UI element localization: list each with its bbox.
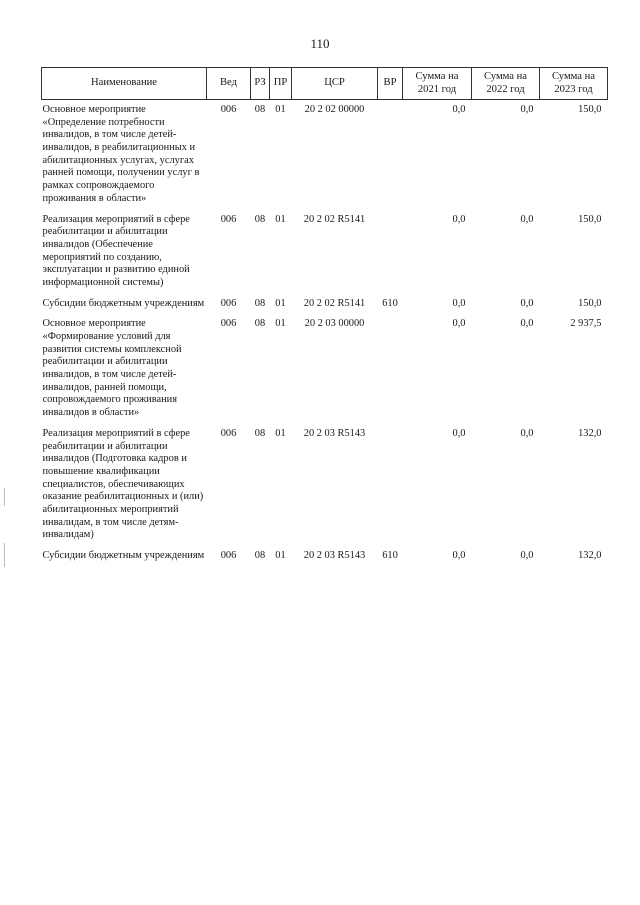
row-sum-2022: 0,0	[520, 550, 534, 561]
row-sum-2021: 0,0	[452, 550, 466, 561]
header-vr: ВР	[378, 68, 403, 100]
row-sum-2022: 0,0	[520, 297, 534, 309]
table-row	[42, 424, 608, 546]
row-sum-2023: 132,0	[578, 427, 602, 439]
row-vr	[378, 314, 403, 424]
row-sum-2022: 0,0	[520, 104, 534, 115]
row-rz: 08	[254, 318, 266, 330]
row-sum-2022: 0,0	[520, 427, 534, 439]
row-ved: 006	[220, 213, 237, 225]
row-ved: 006	[220, 297, 237, 309]
row-csr: 20 2 03 00000	[304, 318, 365, 330]
row-vr	[378, 424, 403, 546]
header-sum-2021: Сумма на 2021 год	[403, 68, 472, 100]
row-sum-2022: 0,0	[520, 318, 534, 330]
row-csr: 20 2 02 R5141	[303, 297, 366, 309]
row-sum-2023: 150,0	[578, 104, 602, 115]
row-sum-2022: 0,0	[520, 213, 534, 225]
row-rz: 08	[254, 297, 266, 309]
row-sum-2021: 0,0	[452, 427, 466, 439]
header-sum-2022: Сумма на 2022 год	[472, 68, 540, 100]
table-row	[42, 546, 608, 567]
row-sum-2023: 132,0	[578, 550, 602, 561]
table-row	[42, 314, 608, 424]
row-ved: 006	[220, 550, 237, 561]
row-pr: 01	[275, 550, 286, 561]
row-sum-2021: 0,0	[452, 297, 466, 309]
row-pr: 01	[275, 297, 286, 309]
row-name: Реализация мероприятий в сфере реабилитации и абилитации инвалидов (Обеспечение мероприятий по созданию, эксплуатации и развитию единой информационной системы)	[42, 213, 190, 288]
header-ved: Вед	[207, 68, 251, 100]
row-vr: 610	[382, 550, 398, 561]
row-sum-2023: 150,0	[578, 297, 602, 309]
row-rz: 08	[254, 104, 266, 115]
row-csr: 20 2 02 R5141	[303, 213, 366, 225]
header-pr: ПР	[270, 68, 292, 100]
row-pr: 01	[275, 427, 286, 439]
row-csr: 20 2 03 R5143	[303, 427, 366, 439]
row-ved: 006	[220, 427, 237, 439]
row-pr: 01	[275, 318, 286, 330]
margin-mark	[4, 488, 5, 506]
row-ved: 006	[220, 104, 237, 115]
row-name: Основное мероприятие «Формирование условий для развития системы комплексной реабилитации и абилитации инвалидов, в том числе детей-инвалидов, ранней помощи, сопровождаемого проживания инвалидов в области»	[42, 318, 182, 419]
budget-table	[41, 67, 608, 567]
header-rz: РЗ	[251, 68, 270, 100]
row-vr: 610	[382, 297, 398, 309]
row-rz: 08	[254, 427, 266, 439]
header-sum-2023: Сумма на 2023 год	[540, 68, 608, 100]
row-csr: 20 2 03 R5143	[303, 550, 366, 561]
row-sum-2023: 2 937,5	[570, 318, 602, 330]
row-pr: 01	[275, 104, 286, 115]
row-rz: 08	[254, 550, 266, 561]
table-header	[42, 68, 608, 100]
row-name: Реализация мероприятий в сфере реабилитации и абилитации инвалидов (Подготовка кадров и повышение квалификации специалистов, обеспечивающих оказание реабилитационных и (или) абилитационных мероприятий инвалидам, в том числе детям-инвалидам)	[42, 427, 204, 541]
row-pr: 01	[275, 213, 286, 225]
row-sum-2023: 150,0	[578, 213, 602, 225]
row-ved: 006	[220, 318, 237, 330]
row-name: Субсидии бюджетным учреждениям	[42, 550, 205, 561]
table-row	[42, 100, 608, 210]
table-row	[42, 210, 608, 294]
row-sum-2021: 0,0	[452, 213, 466, 225]
margin-mark	[4, 543, 5, 567]
row-vr	[378, 210, 403, 294]
table-body	[42, 100, 608, 567]
header-name: Наименование	[42, 68, 207, 100]
row-rz: 08	[254, 213, 266, 225]
row-sum-2021: 0,0	[452, 318, 466, 330]
row-name: Субсидии бюджетным учреждениям	[42, 297, 205, 309]
row-csr: 20 2 02 00000	[304, 104, 365, 115]
row-sum-2021: 0,0	[452, 104, 466, 115]
row-vr	[378, 100, 403, 210]
row-name: Основное мероприятие «Определение потребности инвалидов, в том числе детей-инвалидов, в реабилитационных и абилитационных услугах, услугах ранней помощи, получении услуг в рамках сопровождаемого проживания в области»	[42, 104, 200, 204]
header-csr: ЦСР	[292, 68, 378, 100]
table-row	[42, 294, 608, 315]
page-number: 110	[310, 36, 330, 51]
